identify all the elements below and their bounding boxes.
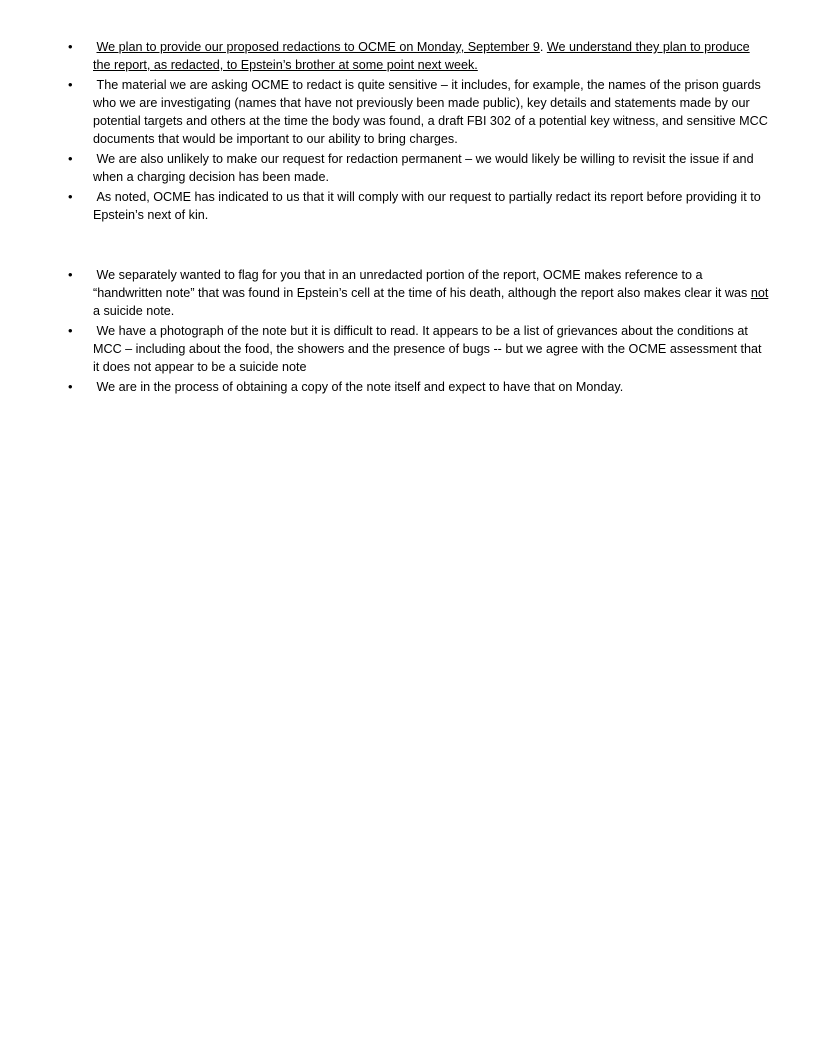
- bullet-list-handwritten-note: [0, 266, 816, 398]
- list-item: [0, 266, 816, 320]
- item-text: [93, 380, 623, 394]
- bullet-icon: •: [68, 151, 73, 166]
- bullet-icon: •: [68, 39, 73, 54]
- item-text-body: We are also unlikely to make our request for redaction permanent – we would likely be willing to revisit the issue if and when a charging decision has been made.: [93, 152, 754, 184]
- underlined-text: We understand they plan to produce the report, as redacted, to Epstein’s brother at some point next week.: [93, 40, 750, 72]
- bullet-icon: •: [68, 189, 73, 204]
- item-text-body: The material we are asking OCME to redact is quite sensitive – it includes, for example, the names of the prison guards who we are investigating (names that have not previously been made public), key details and statements made by our potential targets and others at the time the body was found, a draft FBI 302 of a potential key witness, and sensitive MCC documents that would be important to our ability to bring charges.: [93, 78, 768, 146]
- item-text: [93, 40, 750, 72]
- plain-text: a suicide note.: [93, 304, 175, 318]
- plain-text: We separately wanted to flag for you that in an unredacted portion of the report, OCME makes reference to a “handwritten note” that was found in Epstein’s cell at the time of his death, although the report also makes clear it was: [93, 268, 751, 300]
- bullet-icon: •: [68, 379, 73, 394]
- underlined-text: We plan to provide our proposed redactions to OCME on Monday, September 9: [96, 40, 540, 54]
- list-item: [0, 76, 816, 148]
- item-text: [93, 190, 761, 222]
- bullet-icon: •: [68, 323, 73, 338]
- underlined-text: not: [750, 286, 769, 300]
- item-text-body: We are in the process of obtaining a copy of the note itself and expect to have that on Monday.: [96, 380, 624, 394]
- item-text: [93, 152, 754, 184]
- list-item: [0, 188, 816, 224]
- list-item: [0, 378, 816, 396]
- item-text-body: We have a photograph of the note but it is difficult to read. It appears to be a list of grievances about the conditions at MCC – including about the food, the showers and the presence of bugs -- but we agree with the OCME assessment that it does not appear to be a suicide note: [93, 324, 762, 374]
- bullet-icon: •: [68, 77, 73, 92]
- list-item: [0, 38, 816, 74]
- bullet-list-redactions: [0, 38, 816, 226]
- item-text: [93, 78, 768, 146]
- list-item: [0, 150, 816, 186]
- item-text: [93, 324, 762, 374]
- list-item: [0, 322, 816, 376]
- plain-text: .: [539, 40, 547, 54]
- item-text-body: As noted, OCME has indicated to us that it will comply with our request to partially redact its report before providing it to Epstein’s next of kin.: [93, 190, 761, 222]
- item-text: [93, 268, 768, 318]
- bullet-icon: •: [68, 267, 73, 282]
